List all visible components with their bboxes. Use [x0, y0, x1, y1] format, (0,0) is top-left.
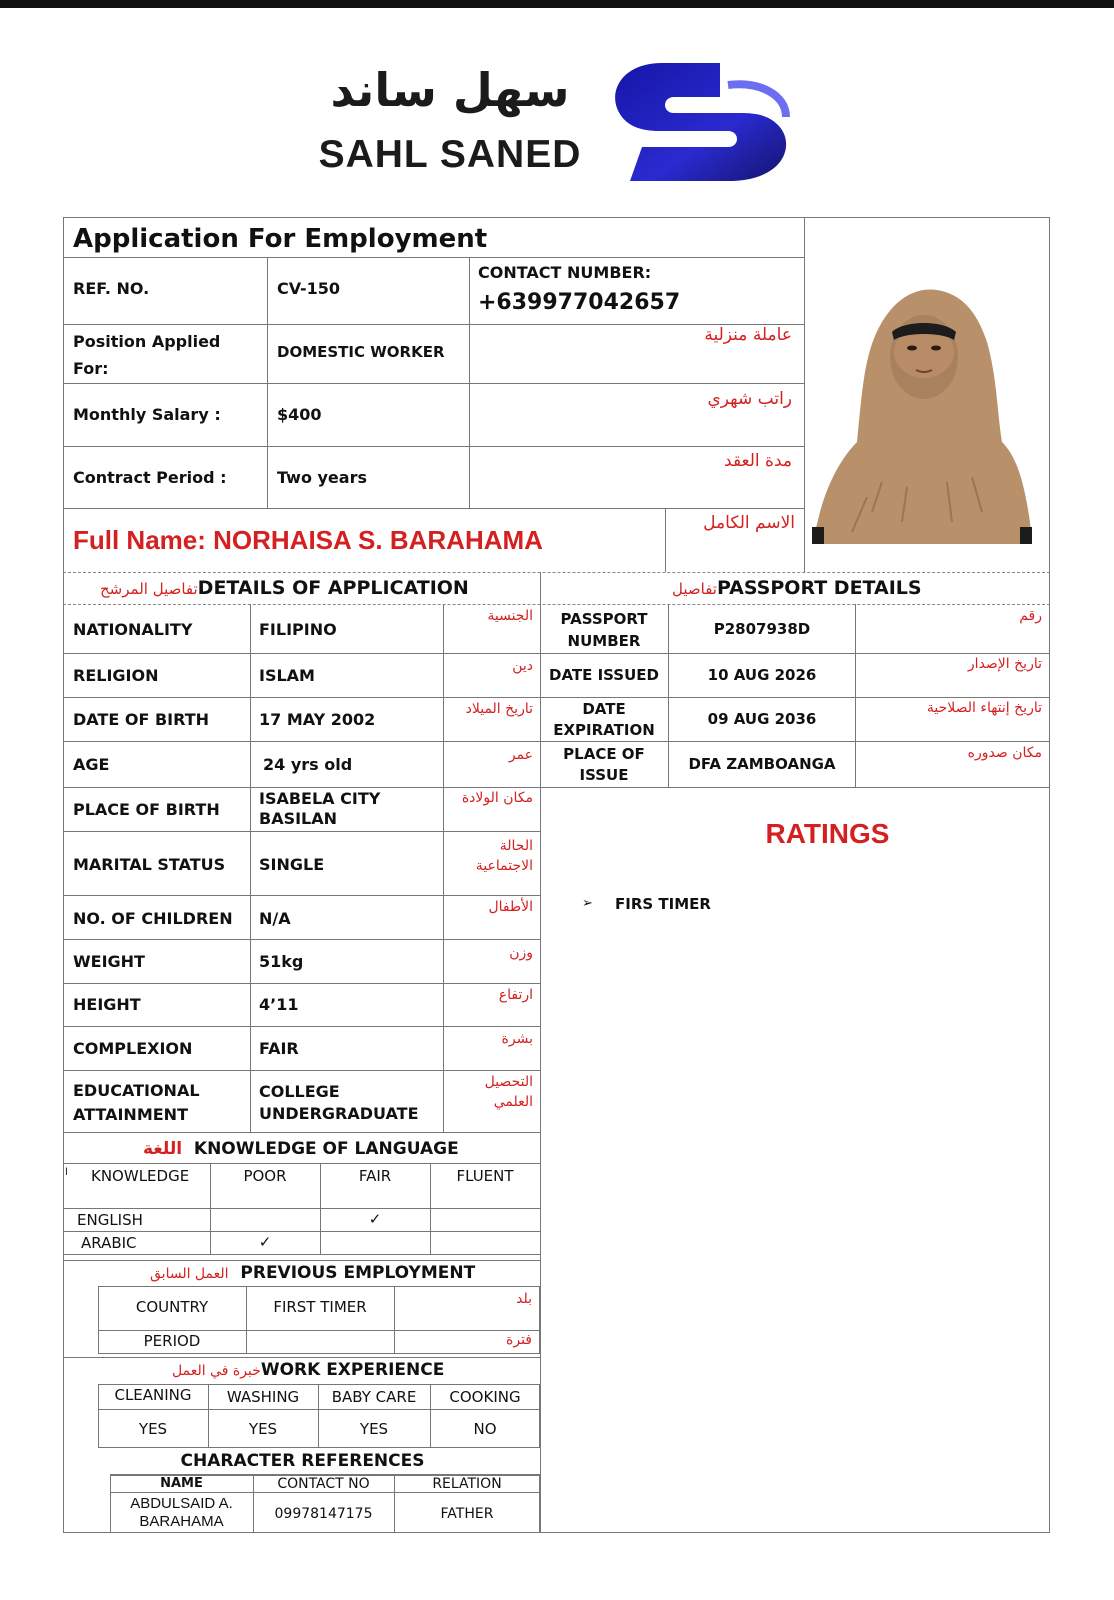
previous-period-label: PERIOD	[143, 1332, 201, 1350]
experience-value: YES	[248, 1420, 278, 1438]
position-value: DOMESTIC WORKER	[277, 343, 445, 361]
salary-arabic: راتب شهري	[707, 389, 792, 409]
previous-country-value: FIRST TIMER	[273, 1298, 367, 1316]
detail-value: 24 yrs old	[263, 755, 353, 774]
position-arabic: عاملة منزلية	[704, 325, 792, 345]
detail-value: COLLEGE UNDERGRADUATE	[259, 1082, 419, 1123]
form-title: Application For Employment	[73, 224, 488, 254]
detail-label: HEIGHT	[73, 995, 141, 1014]
previous-title	[150, 1262, 475, 1285]
ratings-title: RATINGS	[765, 818, 890, 849]
detail-label: EDUCATIONAL ATTAINMENT	[73, 1081, 200, 1124]
experience-title	[172, 1359, 444, 1382]
previous-title-arabic: العمل السابق	[150, 1266, 229, 1282]
contract-arabic: مدة العقد	[724, 451, 792, 471]
detail-label: AGE	[73, 755, 110, 774]
language-row-poor: ✓	[258, 1233, 272, 1251]
experience-header: COOKING	[449, 1388, 521, 1406]
detail-value: FILIPINO	[259, 620, 337, 639]
detail-arabic: الجنسية	[487, 608, 533, 624]
detail-value: N/A	[259, 909, 291, 928]
references-relation: FATHER	[440, 1506, 494, 1522]
detail-label: MARITAL STATUS	[73, 855, 226, 874]
detail-value: 17 MAY 2002	[259, 710, 376, 729]
detail-arabic: بشرة	[501, 1031, 533, 1047]
experience-value: YES	[359, 1420, 389, 1438]
detail-value: 51kg	[259, 952, 304, 971]
brand-logo	[300, 55, 800, 190]
contract-label: Contract Period :	[73, 468, 227, 487]
section-passport-title: PASSPORT DETAILS	[716, 577, 922, 599]
language-title-arabic: اللغة	[143, 1139, 183, 1159]
language-header: KNOWLEDGE	[91, 1167, 190, 1185]
detail-arabic: مكان الولادة	[461, 790, 533, 806]
detail-value: FAIR	[259, 1039, 299, 1058]
experience-header: CLEANING	[114, 1386, 192, 1404]
passport-arabic: تاريخ الإصدار	[967, 656, 1042, 672]
language-row-name: ARABIC	[81, 1234, 137, 1252]
section-passport	[672, 576, 922, 602]
position-label: Position Applied For:	[73, 332, 221, 378]
brand-s-icon	[600, 55, 800, 190]
section-passport-arabic: تفاصيل	[672, 580, 717, 598]
previous-country-label: COUNTRY	[135, 1298, 209, 1316]
language-header: POOR	[243, 1167, 287, 1185]
detail-value: 4’11	[259, 995, 299, 1014]
contract-value: Two years	[277, 468, 367, 487]
passport-label: DATE ISSUED	[549, 666, 659, 684]
language-title-text: KNOWLEDGE OF LANGUAGE	[193, 1139, 459, 1159]
full-name-arabic: الاسم الكامل	[703, 513, 795, 533]
section-application	[100, 576, 469, 602]
previous-period-arabic: فترة	[506, 1332, 532, 1348]
detail-arabic: الحالة الاجتماعية	[475, 838, 533, 874]
references-header: NAME	[160, 1476, 203, 1491]
detail-arabic: الأطفال	[488, 899, 533, 915]
detail-value: SINGLE	[259, 855, 325, 874]
experience-value: YES	[138, 1420, 168, 1438]
full-name: Full Name: NORHAISA S. BARAHAMA	[73, 525, 543, 555]
passport-value: 10 AUG 2026	[707, 666, 817, 684]
passport-value: P2807938D	[713, 620, 811, 638]
language-row-fair: ✓	[368, 1210, 382, 1228]
references-contact: 09978147175	[274, 1506, 373, 1522]
detail-arabic: ارتفاع	[498, 987, 533, 1003]
passport-value: 09 AUG 2036	[707, 710, 817, 728]
salary-label: Monthly Salary :	[73, 405, 221, 424]
experience-header: WASHING	[226, 1388, 300, 1406]
previous-title-text: PREVIOUS EMPLOYMENT	[240, 1263, 476, 1283]
experience-title-arabic: خبرة في العمل	[172, 1363, 261, 1379]
detail-label: RELIGION	[73, 666, 159, 685]
references-name: ABDULSAID A. BARAHAMA	[130, 1495, 233, 1530]
experience-value: NO	[473, 1420, 497, 1438]
language-title	[143, 1138, 459, 1161]
passport-label: DATE EXPIRATION	[553, 700, 655, 739]
passport-value: DFA ZAMBOANGA	[688, 755, 836, 773]
experience-title-text: WORK EXPERIENCE	[260, 1360, 445, 1380]
detail-label: NO. OF CHILDREN	[73, 909, 233, 928]
experience-header: BABY CARE	[331, 1388, 417, 1406]
brand-latin: SAHL SANED	[318, 133, 582, 176]
contact-value: +639977042657	[478, 290, 681, 315]
section-application-arabic: تفاصيل المرشح	[100, 580, 198, 598]
detail-arabic: تاريخ الميلاد	[465, 701, 533, 717]
passport-arabic: تاريخ إنتهاء الصلاحية	[926, 700, 1042, 716]
detail-label: PLACE OF BIRTH	[73, 800, 220, 819]
brand-arabic: سهل ساند	[330, 63, 570, 117]
detail-value: ISABELA CITY BASILAN	[259, 789, 381, 828]
passport-arabic: مكان صدوره	[967, 745, 1042, 761]
previous-country-arabic: بلد	[516, 1291, 532, 1307]
detail-value: ISLAM	[259, 666, 315, 685]
top-bar	[0, 0, 1114, 8]
applicant-photo	[812, 282, 1032, 544]
references-header: CONTACT NO	[277, 1476, 370, 1492]
passport-label: PASSPORT NUMBER	[560, 610, 648, 650]
language-row-name: ENGLISH	[77, 1211, 143, 1229]
language-header: FAIR	[358, 1167, 392, 1185]
passport-label: PLACE OF ISSUE	[563, 745, 645, 784]
detail-arabic: عمر	[508, 747, 533, 763]
detail-label: DATE OF BIRTH	[73, 710, 209, 729]
detail-arabic: دين	[512, 658, 533, 674]
references-title: CHARACTER REFERENCES	[180, 1451, 425, 1471]
detail-label: NATIONALITY	[73, 620, 193, 639]
detail-label: COMPLEXION	[73, 1039, 193, 1058]
ref-label: REF. NO.	[73, 279, 150, 298]
language-header: FLUENT	[456, 1167, 514, 1185]
detail-arabic: وزن	[509, 945, 533, 961]
contact-label: CONTACT NUMBER:	[478, 263, 652, 282]
ratings-item: FIRS TIMER	[615, 895, 711, 913]
ratings-bullet: ➢	[582, 896, 593, 911]
salary-value: $400	[277, 405, 322, 424]
references-header: RELATION	[432, 1476, 502, 1492]
passport-arabic: رقم	[1019, 608, 1042, 624]
ref-value: CV-150	[277, 279, 340, 298]
language-mark: ا	[65, 1167, 68, 1178]
detail-arabic: التحصيل العلمي	[484, 1074, 533, 1110]
detail-label: WEIGHT	[73, 952, 145, 971]
section-application-title: DETAILS OF APPLICATION	[197, 577, 469, 599]
